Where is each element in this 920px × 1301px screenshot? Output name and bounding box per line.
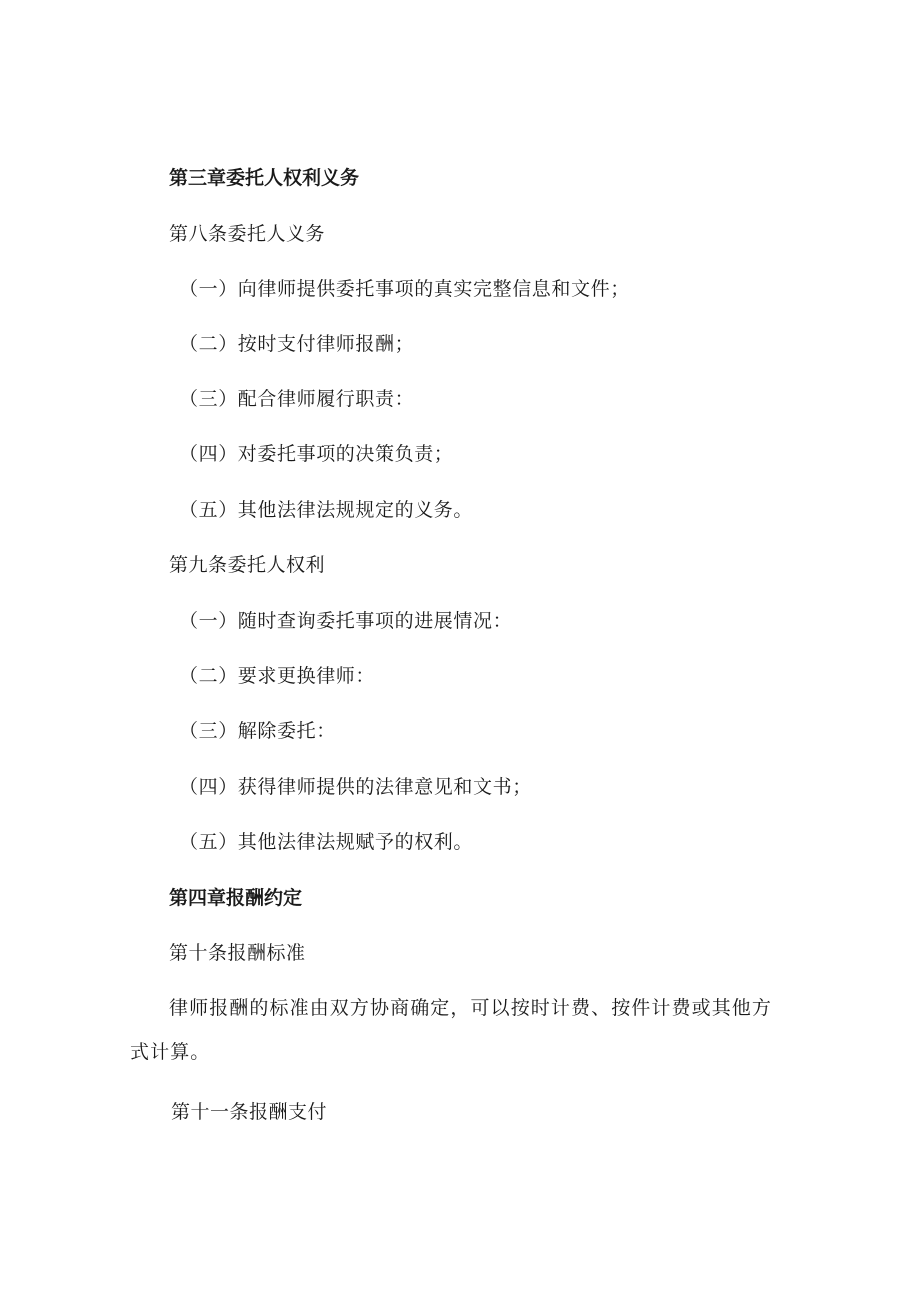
article-8-item-4: （四）对委托事项的决策负责；	[179, 443, 454, 465]
article-9-heading: 第九条委托人权利	[169, 554, 326, 576]
article-11-heading: 第十一条报酬支付	[171, 1101, 328, 1123]
chapter-4-heading: 第四章报酬约定	[169, 887, 303, 909]
chapter-3-heading: 第三章委托人权利义务	[169, 167, 360, 189]
article-9-item-3: （三）解除委托：	[179, 720, 336, 742]
article-10-heading: 第十条报酬标准	[169, 942, 306, 964]
article-8-heading: 第八条委托人义务	[169, 223, 326, 245]
article-8-item-5: （五）其他法律法规规定的义务。	[179, 499, 474, 521]
article-10-paragraph-line-2: 式计算。	[130, 1041, 211, 1063]
article-9-item-1: （一）随时查询委托事项的进展情况：	[179, 610, 513, 632]
article-8-item-3: （三）配合律师履行职责：	[179, 388, 415, 410]
article-9-item-5: （五）其他法律法规赋予的权利。	[179, 831, 474, 853]
article-9-item-4: （四）获得律师提供的法律意见和文书；	[179, 776, 532, 798]
article-10-paragraph-line-1: 律师报酬的标准由双方协商确定，可以按时计费、按件计费或其他方	[169, 997, 773, 1019]
article-8-item-1: （一）向律师提供委托事项的真实完整信息和文件；	[179, 278, 630, 300]
article-8-item-2: （二）按时支付律师报酬；	[179, 333, 415, 355]
article-9-item-2: （二）要求更换律师：	[179, 665, 376, 687]
